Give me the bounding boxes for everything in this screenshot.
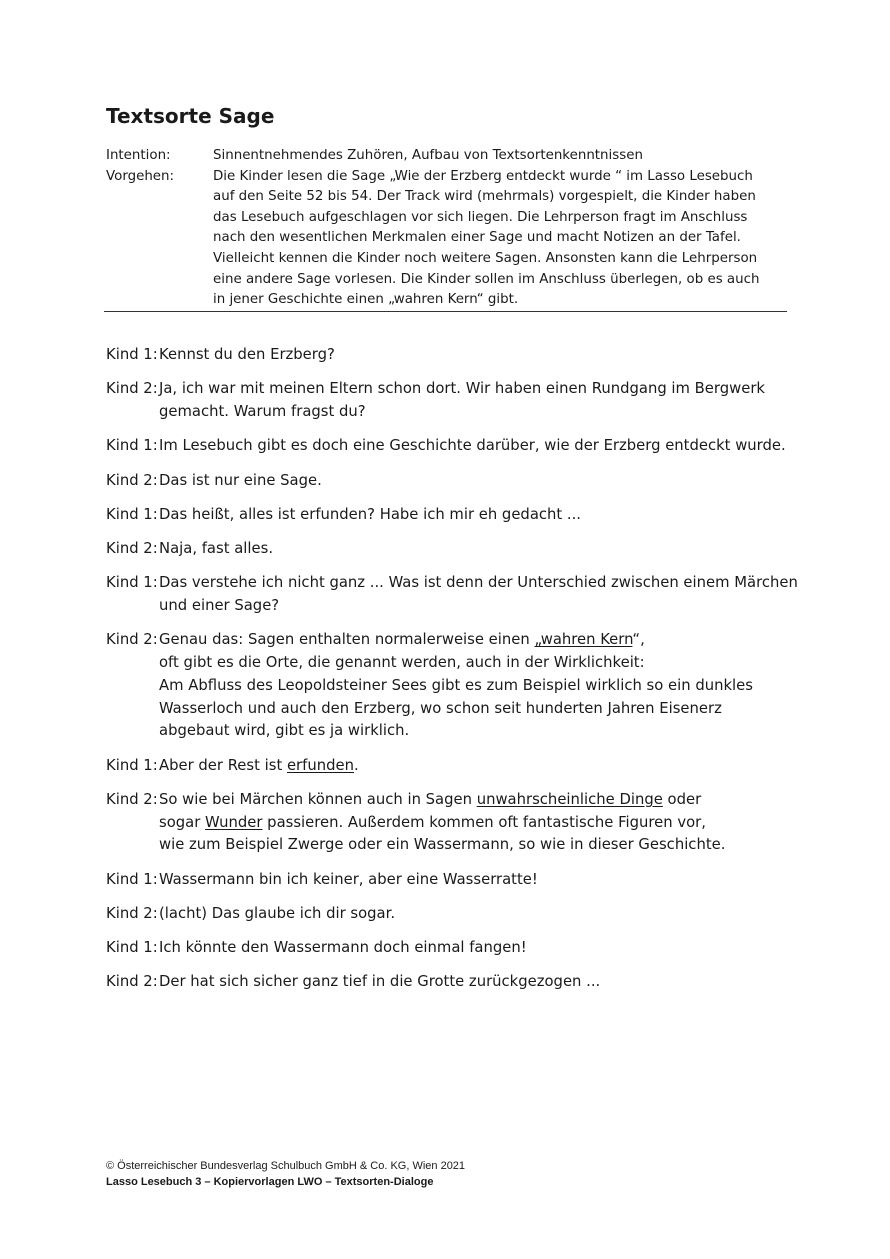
speech-line: und einer Sage? — [159, 597, 280, 615]
lesson-meta — [106, 146, 786, 311]
copyright-notice: © Österreichischer Bundesverlag Schulbuch GmbH & Co. KG, Wien 2021 — [106, 1160, 466, 1172]
speech-fragment: So wie bei Märchen können auch in Sagen — [159, 790, 477, 808]
intention-label: Intention: — [106, 148, 171, 163]
speech-line: oft gibt es die Orte, die genannt werden, auch in der Wirklichkeit: — [159, 654, 645, 672]
dialog-turn — [106, 470, 796, 493]
dialog-turn — [106, 629, 796, 743]
speech-text — [159, 869, 796, 892]
page-footer — [106, 1159, 465, 1190]
dialog-turn — [106, 344, 796, 367]
dialog-turn — [106, 538, 796, 561]
speech-text — [159, 504, 796, 527]
intention-value: Sinnentnehmendes Zuhören, Aufbau von Textsortenkenntnissen — [213, 148, 643, 163]
speech-line: Wassermann bin ich keiner, aber eine Wasserratte! — [159, 870, 538, 888]
vorgehen-value — [213, 167, 758, 311]
speech-text — [159, 755, 796, 778]
dialog-turn — [106, 378, 796, 423]
speech-line — [159, 755, 796, 778]
speaker-label: Kind 2: — [106, 380, 158, 398]
intention-row — [106, 146, 786, 167]
speech-line: Kennst du den Erzberg? — [159, 346, 335, 363]
speech-text — [159, 538, 796, 561]
speech-line — [159, 629, 796, 652]
speaker-label: Kind 1: — [106, 939, 158, 957]
speech-line: gemacht. Warum fragst du? — [159, 403, 366, 420]
speech-fragment: . — [353, 756, 359, 774]
speech-text — [159, 937, 796, 960]
page-title: Textsorte Sage — [106, 104, 275, 128]
speech-line: Wasserloch und auch den Erzberg, wo schon seit hunderten Jahren Eisenerz — [159, 699, 722, 717]
vorgehen-line: das Lesebuch aufgeschlagen vor sich liegen. Die Lehrperson fragt im Anschluss — [213, 209, 748, 225]
series-title: Lasso Lesebuch 3 – Kopiervorlagen LWO – Textsorten-Dialoge — [106, 1175, 434, 1188]
speaker-label: Kind 2: — [106, 790, 158, 808]
dialog-turn — [106, 971, 796, 994]
speech-text — [159, 378, 796, 423]
speech-line: Das verstehe ich nicht ganz ... Was ist denn der Unterschied zwischen einem Märchen — [159, 574, 798, 592]
speech-line: Ja, ich war mit meinen Eltern schon dort. Wir haben einen Rundgang im Bergwerk — [159, 380, 765, 398]
speech-line: Im Lesebuch gibt es doch eine Geschichte darüber, wie der Erzberg entdeckt wurde. — [159, 437, 786, 455]
speech-fragment: “, — [632, 631, 645, 649]
dialog-turn — [106, 755, 796, 778]
speech-text — [159, 903, 796, 926]
dialog — [106, 344, 796, 1006]
speech-line: Das heißt, alles ist erfunden? Habe ich mir eh gedacht ... — [159, 505, 582, 523]
speech-fragment: Aber der Rest ist — [159, 756, 287, 774]
dialog-turn — [106, 435, 796, 458]
speech-line: Naja, fast alles. — [159, 540, 274, 558]
speech-fragment: Genau das: Sagen enthalten normalerweise einen — [159, 631, 535, 649]
speech-text — [159, 971, 796, 994]
dialog-turn — [106, 504, 796, 527]
speech-line: Am Abfluss des Leopoldsteiner Sees gibt es zum Beispiel wirklich so ein dunkles — [159, 676, 753, 694]
dialog-turn — [106, 789, 796, 857]
speech-fragment: sogar — [159, 813, 206, 831]
vorgehen-line: auf den Seite 52 bis 54. Der Track wird (mehrmals) vorgespielt, die Kinder haben — [213, 189, 756, 205]
speaker-label: Kind 1: — [106, 437, 158, 455]
speech-text — [159, 629, 796, 743]
speaker-label: Kind 1: — [106, 756, 158, 774]
speaker-label: Kind 2: — [106, 540, 158, 558]
speaker-label: Kind 2: — [106, 904, 158, 922]
speaker-label: Kind 2: — [106, 471, 158, 489]
dialog-turn — [106, 903, 796, 926]
speaker-label: Kind 2: — [106, 973, 158, 991]
underlined-term: Wunder — [205, 813, 263, 831]
speech-line: Das ist nur eine Sage. — [159, 471, 322, 489]
vorgehen-line: Vielleicht kennen die Kinder noch weitere Sagen. Ansonsten kann die Lehrperson — [213, 250, 758, 266]
vorgehen-row — [106, 167, 786, 311]
speech-line: abgebaut wird, gibt es ja wirklich. — [159, 722, 410, 740]
dialog-turn — [106, 572, 796, 617]
speech-text — [159, 470, 796, 493]
section-divider — [104, 311, 787, 312]
vorgehen-line: Die Kinder lesen die Sage „Wie der Erzberg entdeckt wurde “ im Lasso Lesebuch — [213, 168, 753, 184]
speaker-label: Kind 1: — [106, 574, 158, 592]
underlined-term: „wahren Kern — [534, 631, 633, 649]
speaker-label: Kind 1: — [106, 346, 158, 363]
vorgehen-line: nach den wesentlichen Merkmalen einer Sage und macht Notizen an der Tafel. — [213, 230, 741, 246]
underlined-term: unwahrscheinliche Dinge — [476, 790, 663, 808]
speaker-label: Kind 2: — [106, 631, 158, 649]
speech-line: Ich könnte den Wassermann doch einmal fangen! — [159, 939, 527, 957]
speech-text — [159, 789, 796, 857]
underlined-term: erfunden — [286, 756, 354, 774]
speech-line: (lacht) Das glaube ich dir sogar. — [159, 904, 396, 922]
vorgehen-line: eine andere Sage vorlesen. Die Kinder sollen im Anschluss überlegen, ob es auch — [213, 271, 760, 287]
vorgehen-label: Vorgehen: — [106, 168, 175, 184]
dialog-turn — [106, 937, 796, 960]
speech-line: Der hat sich sicher ganz tief in die Grotte zurückgezogen ... — [159, 973, 601, 991]
vorgehen-line: in jener Geschichte einen „wahren Kern“ gibt. — [213, 292, 519, 308]
speaker-label: Kind 1: — [106, 870, 158, 888]
speech-text — [159, 572, 798, 617]
speech-fragment: oder — [662, 790, 702, 808]
speech-line — [159, 789, 796, 812]
speech-text — [159, 344, 796, 367]
speech-text — [159, 435, 796, 458]
dialog-turn — [106, 869, 796, 892]
speech-line — [159, 812, 796, 835]
speech-fragment: passieren. Außerdem kommen oft fantastische Figuren vor, — [262, 813, 706, 831]
speech-line: wie zum Beispiel Zwerge oder ein Wassermann, so wie in dieser Geschichte. — [159, 836, 726, 854]
speaker-label: Kind 1: — [106, 505, 158, 523]
